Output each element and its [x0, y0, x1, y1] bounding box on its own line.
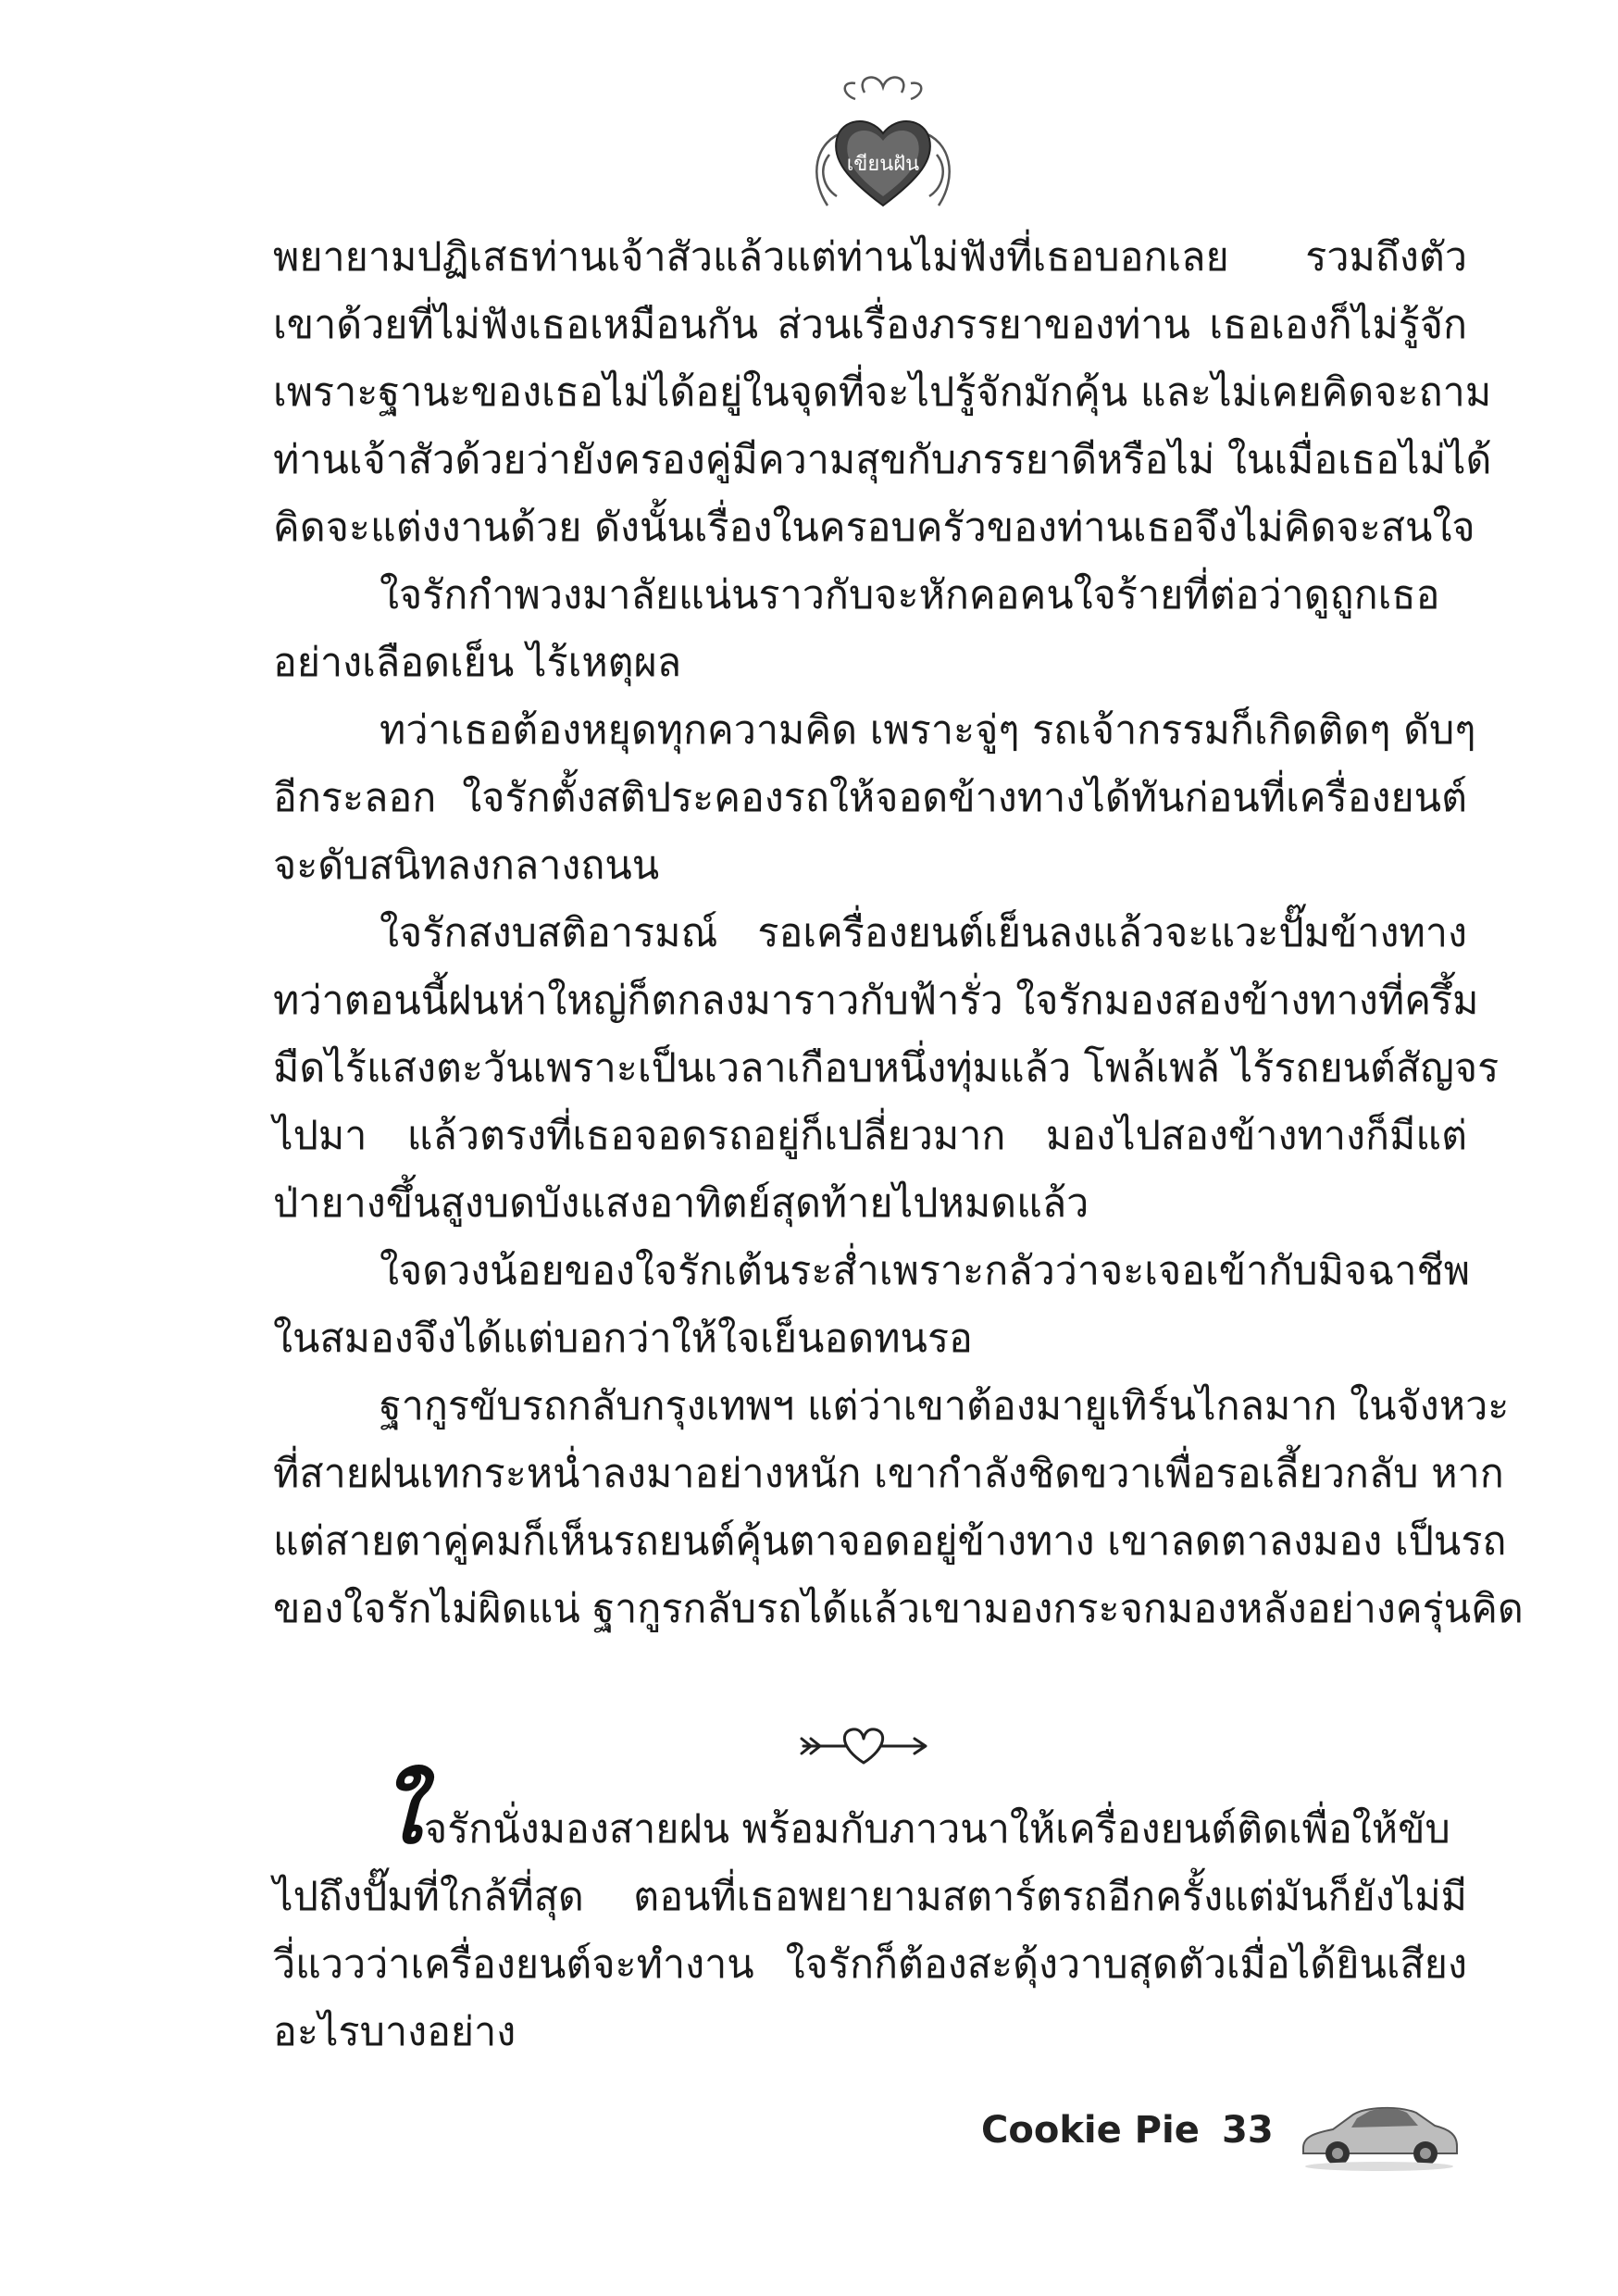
page-footer	[981, 2092, 1462, 2185]
page-number: 33	[1222, 2109, 1274, 2152]
arrow-heart-divider-icon	[794, 1720, 933, 1772]
ornamental-heart-emblem-icon	[790, 67, 976, 224]
text-line: อะไรบางอย่าง	[273, 2009, 517, 2055]
text-line: ที่สายฝนเทกระหน่ำลงมาอย่างหนัก เขากำลังชิดขวาเพื่อรอเลี้ยวกลับ หาก	[273, 1451, 1504, 1497]
car-icon	[1296, 2092, 1462, 2176]
text-line: ไปถึงปั๊มที่ใกล้ที่สุด ตอนที่เธอพยายามสตาร์ตรถอีกครั้งแต่มันก็ยังไม่มี	[273, 1874, 1467, 1920]
text-line: เพราะฐานะของเธอไม่ได้อยู่ในจุดที่จะไปรู้จักมักคุ้น และไม่เคยคิดจะถาม	[273, 369, 1492, 416]
dropcap-line	[273, 1763, 1467, 1864]
text-line: ของใจรักไม่ผิดแน่ ฐากูรกลับรถได้แล้วเขามองกระจกมองหลังอย่างครุ่นคิด	[273, 1586, 1524, 1632]
text-line: มืดไร้แสงตะวันเพราะเป็นเวลาเกือบหนึ่งทุ่มแล้ว โพล้เพล้ ไร้รถยนต์สัญจร	[273, 1045, 1500, 1092]
text-line: ท่านเจ้าสัวด้วยว่ายังครองคู่มีความสุขกับภรรยาดีหรือไม่ ในเมื่อเธอไม่ได้	[273, 437, 1492, 483]
text-line: ฐากูรขับรถกลับกรุงเทพฯ แต่ว่าเขาต้องมายูเทิร์นไกลมาก ในจังหวะ	[380, 1383, 1510, 1429]
text-line: อีกระลอก ใจรักตั้งสติประคองรถให้จอดข้างทางได้ทันก่อนที่เครื่องยนต์	[273, 775, 1467, 821]
text-line: อย่างเลือดเย็น ไร้เหตุผล	[273, 640, 682, 686]
text-line: คิดจะแต่งงานด้วย ดังนั้นเรื่องในครอบครัวของท่านเธอจึงไม่คิดจะสนใจ	[273, 505, 1475, 551]
emblem-text: เขียนฝัน	[846, 153, 920, 176]
text-line: เขาด้วยที่ไม่ฟังเธอเหมือนกัน ส่วนเรื่องภรรยาของท่าน เธอเองก็ไม่รู้จัก	[273, 302, 1467, 348]
text-line: วี่แววว่าเครื่องยนต์จะทำงาน ใจรักก็ต้องสะดุ้งวาบสุดตัวเมื่อได้ยินเสียง	[273, 1941, 1467, 1988]
text-line: ใจดวงน้อยของใจรักเต้นระส่ำเพราะกลัวว่าจะเจอเข้ากับมิจฉาชีพ	[380, 1248, 1471, 1294]
text-line: พยายามปฏิเสธท่านเจ้าสัวแล้วแต่ท่านไม่ฟังที่เธอบอกเลย รวมถึงตัว	[273, 234, 1467, 281]
dropcap-line-text: จรักนั่งมองสายฝน พร้อมกับภาวนาให้เครื่องยนต์ติดเพื่อให้ขับ	[424, 1806, 1450, 1853]
dropcap-letter: ใ	[380, 1763, 421, 1863]
text-line: ป่ายางขึ้นสูงบดบังแสงอาทิตย์สุดท้ายไปหมดแล้ว	[273, 1180, 1089, 1227]
text-line: จะดับสนิทลงกลางถนน	[273, 842, 660, 889]
body-text	[273, 224, 1524, 1643]
text-line: ในสมองจึงได้แต่บอกว่าให้ใจเย็นอดทนรอ	[273, 1316, 973, 1362]
section-2-text	[273, 1763, 1467, 2066]
text-line: ทว่าตอนนี้ฝนห่าใหญ่ก็ตกลงมาราวกับฟ้ารั่ว ใจรักมองสองข้างทางที่ครึ้ม	[273, 978, 1479, 1024]
footer-brand: Cookie Pie	[981, 2109, 1200, 2152]
text-line: ทว่าเธอต้องหยุดทุกความคิด เพราะจู่ๆ รถเจ้ากรรมก็เกิดติดๆ ดับๆ	[380, 707, 1476, 754]
text-line: ใจรักกำพวงมาลัยแน่นราวกับจะหักคอคนใจร้ายที่ต่อว่าดูถูกเธอ	[380, 572, 1440, 618]
text-line: ใจรักสงบสติอารมณ์ รอเครื่องยนต์เย็นลงแล้วจะแวะปั๊มข้างทาง	[380, 910, 1467, 956]
text-line: ไปมา แล้วตรงที่เธอจอดรถอยู่ก็เปลี่ยวมาก มองไปสองข้างทางก็มีแต่	[273, 1113, 1467, 1159]
text-line: แต่สายตาคู่คมก็เห็นรถยนต์คุ้นตาจอดอยู่ข้างทาง เขาลดตาลงมอง เป็นรถ	[273, 1518, 1507, 1565]
